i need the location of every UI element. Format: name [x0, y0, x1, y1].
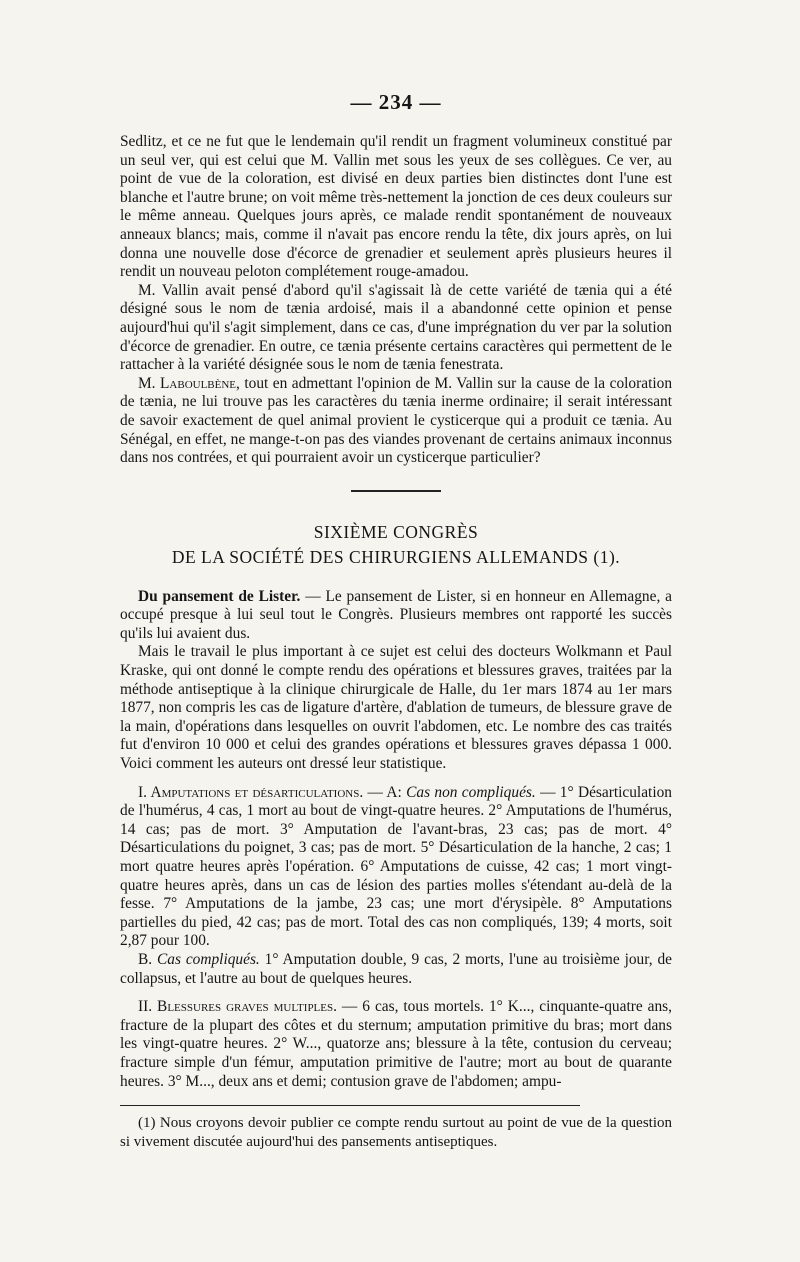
section-one-b-label: B.: [138, 950, 157, 968]
section-title: [120, 520, 672, 570]
paragraph-lister: [120, 588, 672, 644]
paragraph-laboulbene: [120, 375, 672, 468]
section-one-a-label: — A:: [363, 783, 407, 801]
section-two-text: — 6 cas, tous mortels. 1° K..., cinquante-quatre ans, fracture de la plupart des côtes et du sternum; amputation primitive du bras; mort dans les vingt-quatre heures. 2° W..., quatorze ans; blessure à la tête, contusion du cerveau; fracture simple d'un fémur, amputation primitive de l'autre; mort au bout de quarante heures. 3° M..., deux ans et demi; contusion grave de l'abdomen; ampu-: [120, 998, 672, 1090]
paragraph-sedlitz: Sedlitz, et ce ne fut que le lendemain qu'il rendit un fragment volumineux constitué par un seul ver, qui est celui que M. Vallin met sous les yeux de ses collègues. Ce ver, au point de vue de la coloration, est divisé en deux parties bien distinctes dont l'une est blanche et l'autre brune; on voit même très-nettement la jonction de ces deux couleurs sur le même anneau. Quelques jours après, ce malade rendit spontanément de nouveaux anneaux blancs; mais, comme il n'avait pas encore rendu la tête, dix jours après, on lui donna une nouvelle dose d'écorce de grenadier et seulement après plusieurs heures il rendit un nouveau peloton complétement rouge-amadou.: [120, 133, 672, 281]
section-one-a-text: — 1° Désarticulation de l'humérus, 4 cas, 1 mort au bout de vingt-quatre heures. 2° Amputations de l'humérus, 14 cas; pas de mort. 3° Amputation de l'avant-bras, 23 cas; pas de mort. 4° Désarticulations du poignet, 3 cas; pas de mort. 5° Désarticulation de la hanche, 2 cas; 1 mort quatre heures après l'opération. 6° Amputations de cuisse, 42 cas; 1 mort vingt-quatre heures après, dans un cas de lésion des parties molles s'étendant au-delà de la fesse. 7° Amputations de la jambe, 23 cas; une mort d'érysipèle. 8° Amputations partielles du pied, 42 cas; pas de mort. Total des cas non compliqués, 139; 4 morts, soit 2,87 pour 100.: [120, 783, 672, 950]
page-number: — 234 —: [350, 90, 442, 114]
section-title-line-2: DE LA SOCIÉTÉ DES CHIRURGIENS ALLEMANDS (1).: [171, 546, 621, 567]
laboulbene-text: , tout en admettant l'opinion de M. Vallin sur la cause de la coloration de tænia, ne lui trouve pas les caractères du tænia inerme ordinaire; il serait intéressant de savoir exactement de quel animal provient le cysticerque qui a produit ce tænia. Au Sénégal, en effet, ne mange-t-on pas des viandes provenant de certains animaux inconnus dans nos contrées, et qui pourraient avoir un cysticerque particulier?: [120, 374, 673, 467]
paragraph-vallin: M. Vallin avait pensé d'abord qu'il s'agissait là de cette variété de tænia qui a été désigné sous le nom de tænia ardoisé, mais il a abandonné cette opinion et pense aujourd'hui qu'il s'agit simplement, dans ce cas, d'une imprégnation du ver par la solution d'écorce de grenadier. En outre, ce tænia présente certains caractères qui permettent de le rattacher à la variété désignée sous le nom de tænia fenestrata.: [120, 281, 672, 374]
section-one-b-title: Cas compliqués.: [157, 950, 260, 968]
footnote: [120, 1114, 672, 1151]
paragraph-blessures: [120, 998, 672, 1091]
section-title-line-1: SIXIÈME CONGRÈS: [313, 521, 479, 542]
speaker-name: M. Laboulbène: [138, 374, 237, 392]
section-one-heading: I. Amputations et désarticulations.: [138, 783, 364, 801]
lister-heading: Du pansement de Lister.: [138, 587, 301, 605]
section-two-heading: II. Blessures graves multiples.: [138, 998, 337, 1016]
paragraph-amputations: [120, 784, 672, 951]
footnote-text: (1) Nous croyons devoir publier ce compte rendu surtout au point de vue de la question si vivement discutée aujourd'hui des pansements antiseptiques.: [120, 1115, 672, 1150]
lister-text: — Le pansement de Lister, si en honneur en Allemagne, a occupé presque à lui seul tout le Congrès. Plusieurs membres ont rapporté les succès qu'ils lui avaient dus.: [120, 587, 672, 642]
section-one-a-title: Cas non compliqués.: [406, 783, 536, 801]
paragraph-volkmann: Mais le travail le plus important à ce sujet est celui des docteurs Wolkmann et Paul Kraske, qui ont donné le compte rendu des opérations et blessures graves, traitées par la méthode antiseptique à la clinique chirurgicale de Halle, du 1er mars 1874 au 1er mars 1877, non compris les cas de ligature d'artère, d'ablation de tumeurs, de blessure grave de la main, d'opérations dans lesquelles on ouvrit l'abdomen, etc. Le nombre des cas traités fut d'environ 10 000 et celui des grandes opérations et blessures graves dépassa 1 000. Voici comment les auteurs ont dressé leur statistique.: [120, 643, 672, 773]
paragraph-cas-compliques: [120, 951, 672, 988]
section-divider: [351, 490, 441, 492]
section-one-b-text: 1° Amputation double, 9 cas, 2 morts, l'une au troisième jour, de collapsus, et l'autre au bout de quelques heures.: [120, 950, 672, 987]
footnote-divider: [120, 1105, 580, 1106]
